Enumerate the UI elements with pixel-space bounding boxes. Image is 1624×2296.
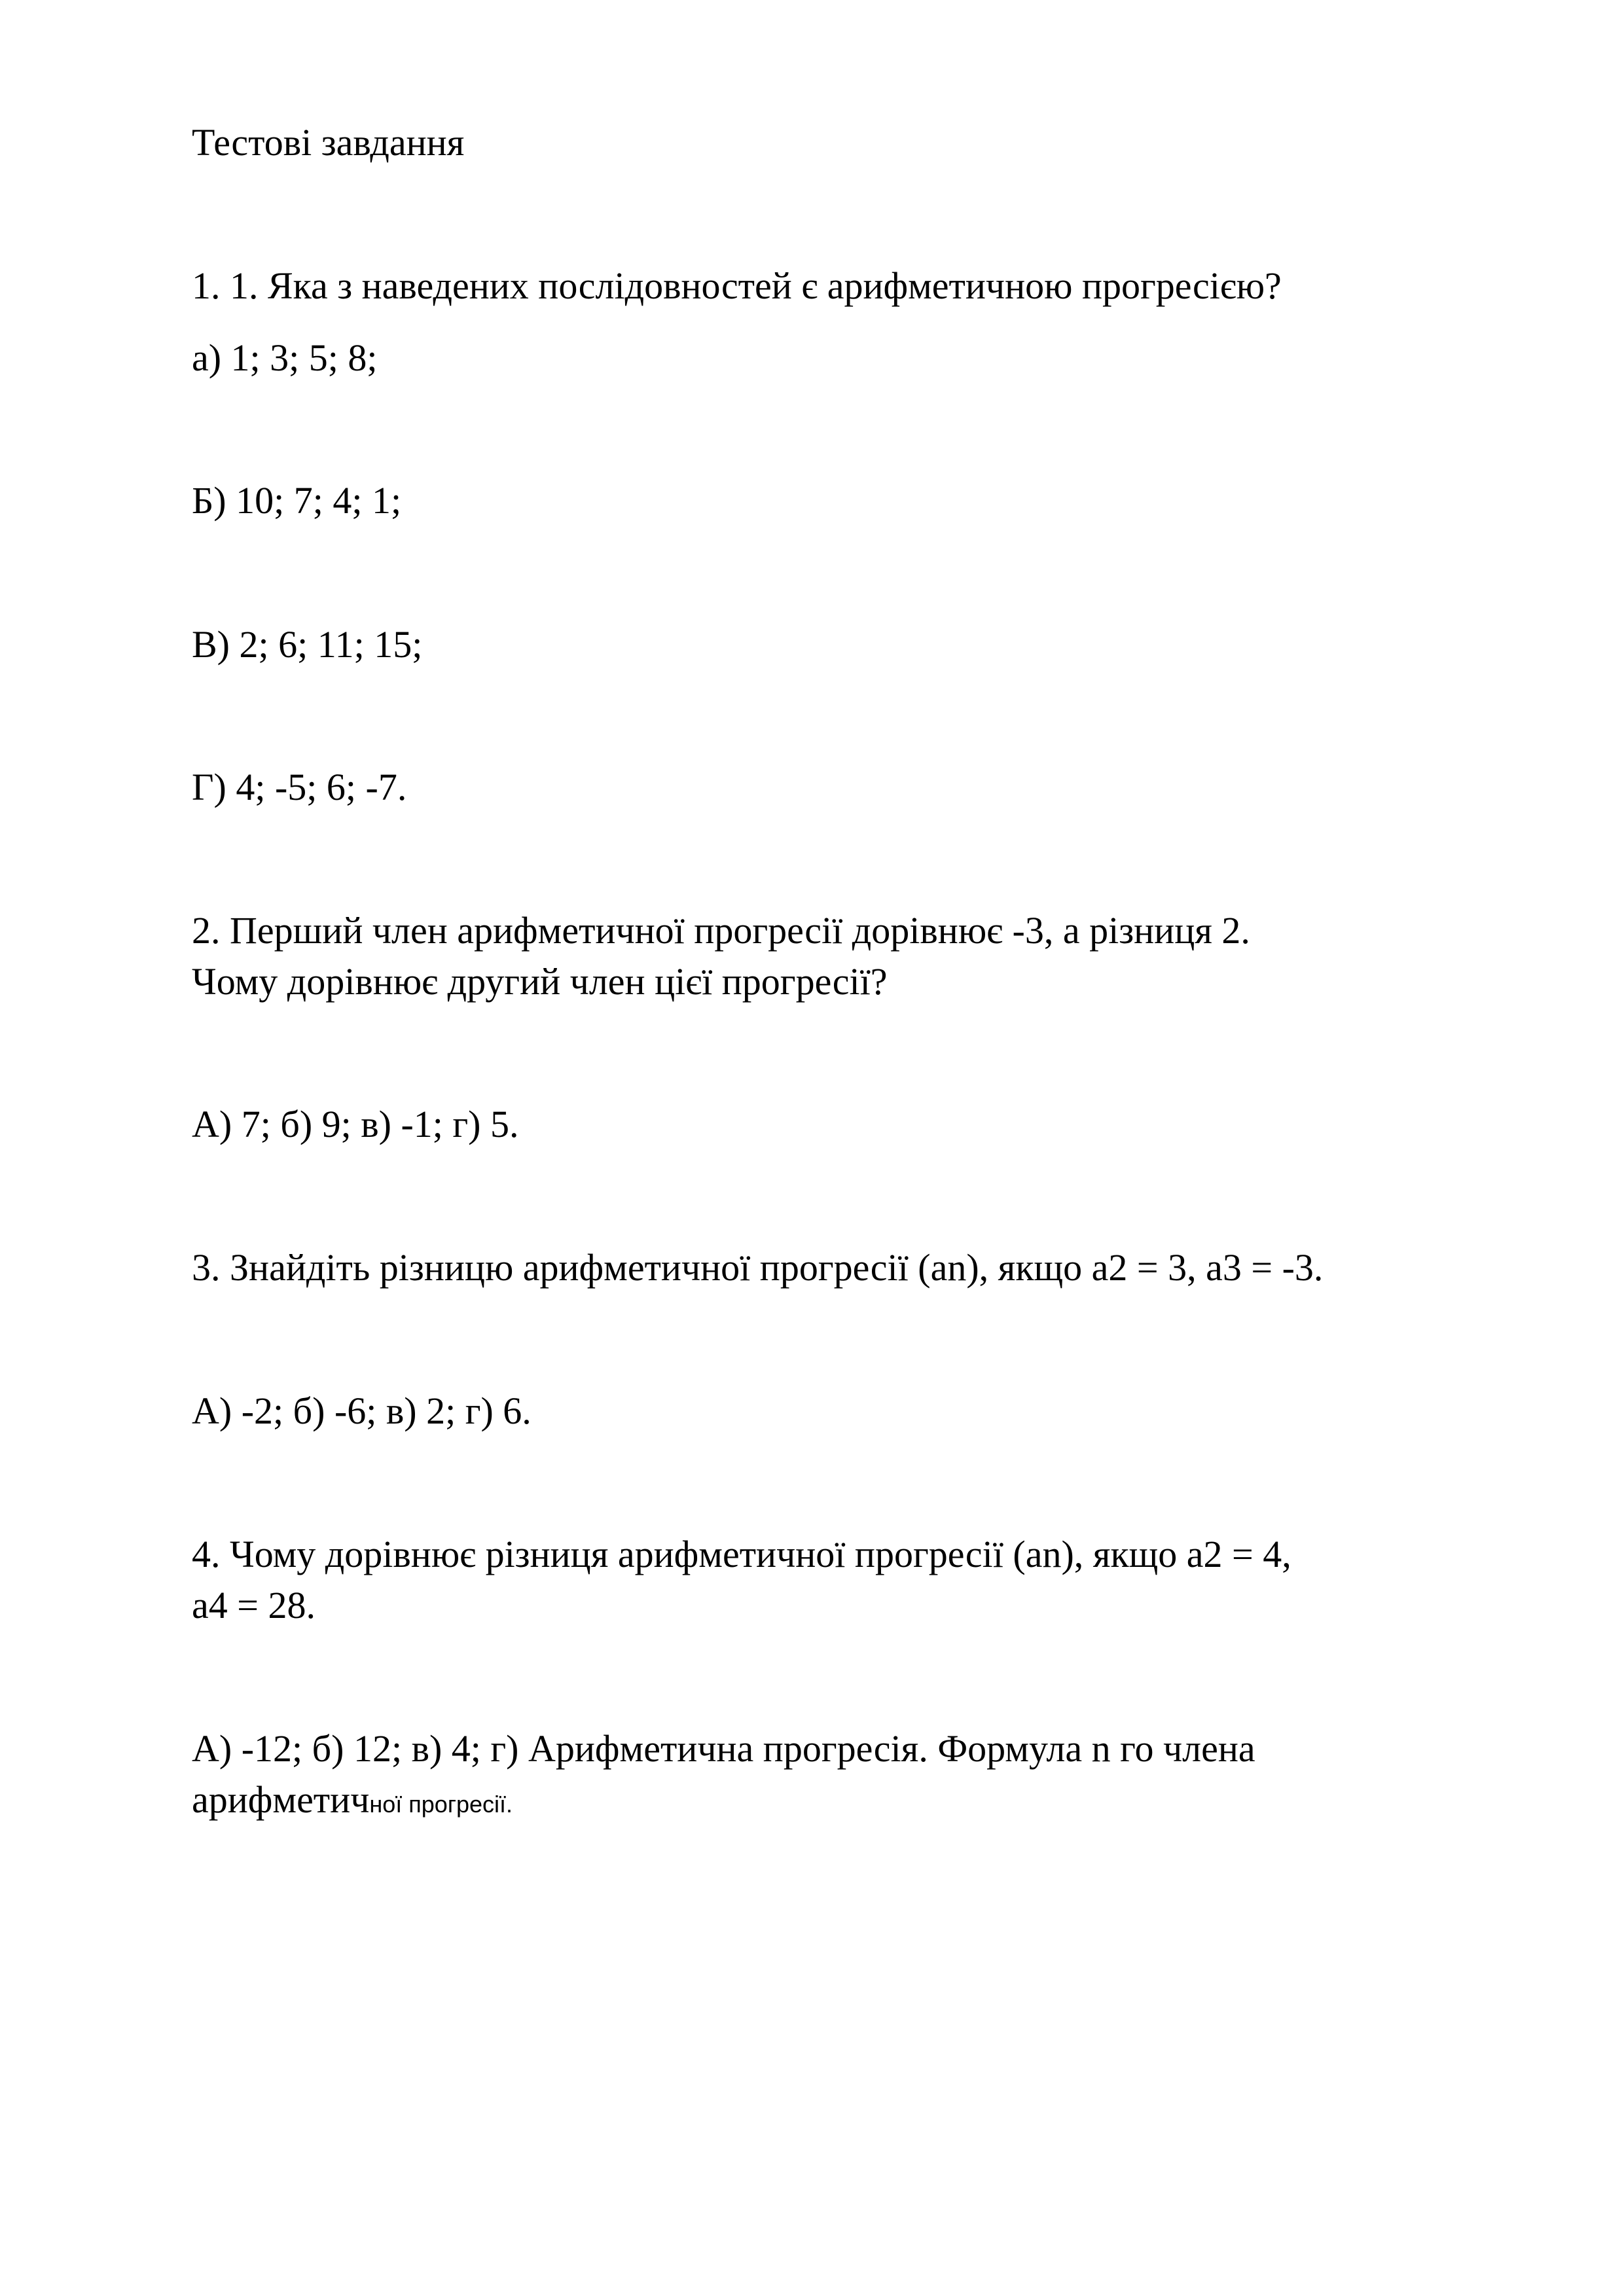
question-1-option-b: Б) 10; 7; 4; 1;	[192, 479, 402, 522]
question-4-answers-line-1: А) -12; б) 12; в) 4; г) Арифметична прогресія. Формула n го члена	[192, 1727, 1255, 1770]
question-4-answers-line-2	[192, 1777, 1534, 1823]
question-4-answers-line-2-main: арифметич	[192, 1778, 370, 1821]
question-2-text-line-2: Чому дорівнює другий член цієї прогресії?	[192, 960, 888, 1003]
question-4-answers-line-2-small: ної прогресії.	[369, 1791, 513, 1818]
question-1-text: 1. 1. Яка з наведених послідовностей є арифметичною прогресією?	[192, 264, 1282, 307]
page-title: Тестові завдання	[192, 121, 465, 164]
question-1-option-v: В) 2; 6; 11; 15;	[192, 623, 423, 666]
question-3-answers: А) -2; б) -6; в) 2; г) 6.	[192, 1390, 532, 1432]
question-4-text-line-2: a4 = 28.	[192, 1584, 316, 1626]
question-3-text: 3. Знайдіть різницю арифметичної прогресії (an), якщо a2 = 3, a3 = -3.	[192, 1246, 1324, 1289]
question-1-option-a: а) 1; 3; 5; 8;	[192, 336, 378, 379]
question-4-text-line-1: 4. Чому дорівнює різниця арифметичної прогресії (an), якщо a2 = 4,	[192, 1533, 1291, 1575]
question-1-option-g: Г) 4; -5; 6; -7.	[192, 766, 407, 808]
question-2-text-line-1: 2. Перший член арифметичної прогресії дорівнює -3, а різниця 2.	[192, 909, 1250, 952]
question-2-answers: А) 7; б) 9; в) -1; г) 5.	[192, 1103, 519, 1145]
